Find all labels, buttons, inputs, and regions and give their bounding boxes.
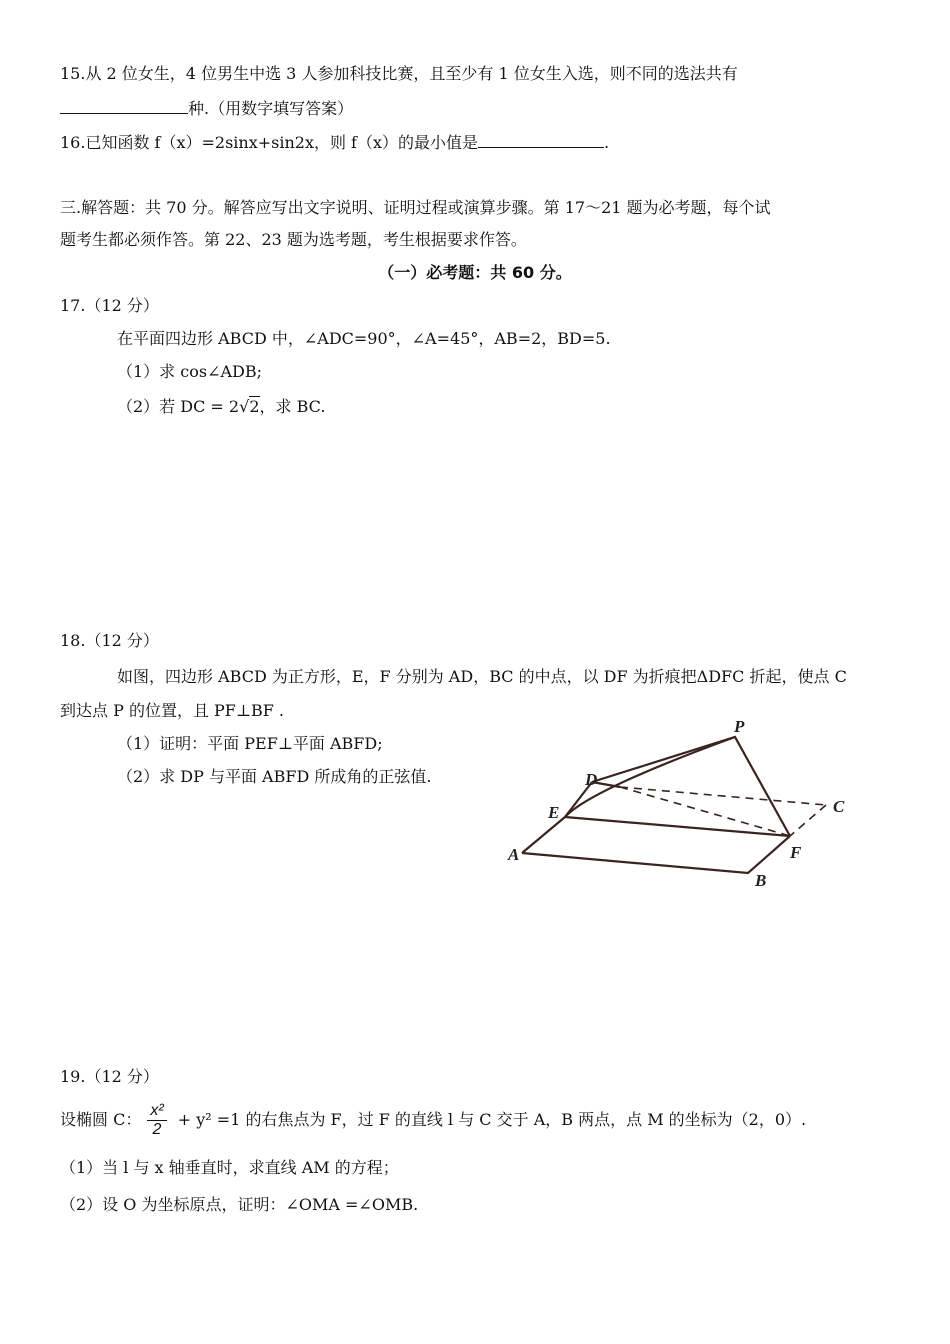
label-F: F bbox=[790, 843, 802, 862]
q19-head: 19.（12 分） bbox=[60, 1067, 159, 1086]
q19-stem-pre: 设椭圆 C： bbox=[60, 1110, 142, 1129]
q19-part2: （2）设 O 为坐标原点，证明：∠OMA =∠OMB. bbox=[60, 1195, 419, 1214]
fraction-numerator: x² bbox=[147, 1102, 166, 1121]
q18-head: 18.（12 分） bbox=[60, 631, 159, 650]
label-E: E bbox=[548, 803, 560, 822]
q17-head: 17.（12 分） bbox=[60, 296, 159, 315]
fraction bbox=[147, 1102, 166, 1139]
q16-text: 16.已知函数 f（x）=2sinx+sin2x，则 f（x）的最小值是 bbox=[60, 133, 478, 152]
q18-part2: （2）求 DP 与平面 ABFD 所成角的正弦值. bbox=[117, 767, 432, 786]
edge-ABF bbox=[522, 836, 790, 873]
section-subheading: （一）必考题：共 60 分。 bbox=[378, 263, 572, 282]
section3-line2: 题考生都必须作答。第 22、23 题为选考题，考生根据要求作答。 bbox=[60, 230, 527, 249]
q17-part1: （1）求 cos∠ADB; bbox=[117, 362, 263, 381]
q17-part2-pre: （2）若 DC = 2 bbox=[117, 397, 240, 416]
q18-stem2: 到达点 P 的位置，且 PF⊥BF . bbox=[60, 701, 284, 720]
q18-stem1: 如图，四边形 ABCD 为正方形，E，F 分别为 AD，BC 的中点，以 DF 为折痕把ΔDFC 折起，使点 C bbox=[117, 667, 847, 686]
label-D: D bbox=[585, 770, 598, 789]
edge-AE bbox=[522, 817, 565, 853]
q19-part1: （1）当 l 与 x 轴垂直时，求直线 AM 的方程； bbox=[60, 1158, 399, 1177]
label-A: A bbox=[508, 845, 520, 864]
edge-CF-dashed bbox=[790, 805, 826, 836]
q15-line2-text: 种.（用数字填写答案） bbox=[188, 99, 354, 118]
fraction-denominator: 2 bbox=[152, 1121, 162, 1138]
section3-line1: 三.解答题：共 70 分。解答应写出文字说明、证明过程或演算步骤。第 17～21 题为必考题，每个试 bbox=[60, 198, 771, 217]
label-P: P bbox=[734, 717, 745, 736]
sqrt-symbol: √ bbox=[239, 397, 250, 416]
label-B: B bbox=[755, 871, 767, 890]
q16-end: . bbox=[604, 133, 610, 152]
q17-part2-post: ，求 BC. bbox=[259, 397, 326, 416]
q15-line1: 15.从 2 位女生，4 位男生中选 3 人参加科技比赛，且至少有 1 位女生入选，则不同的选法共有 bbox=[60, 64, 738, 83]
q19-stem-post: + y² =1 的右焦点为 F，过 F 的直线 l 与 C 交于 A，B 两点，点 M 的坐标为（2，0）. bbox=[172, 1110, 807, 1129]
label-C: C bbox=[833, 797, 845, 816]
q17-stem: 在平面四边形 ABCD 中，∠ADC=90°，∠A=45°，AB=2，BD=5. bbox=[117, 329, 611, 348]
q17-radicand: 2 bbox=[249, 397, 260, 416]
q19-stem bbox=[60, 1100, 806, 1140]
q18-part1: （1）证明：平面 PEF⊥平面 ABFD; bbox=[117, 734, 383, 753]
